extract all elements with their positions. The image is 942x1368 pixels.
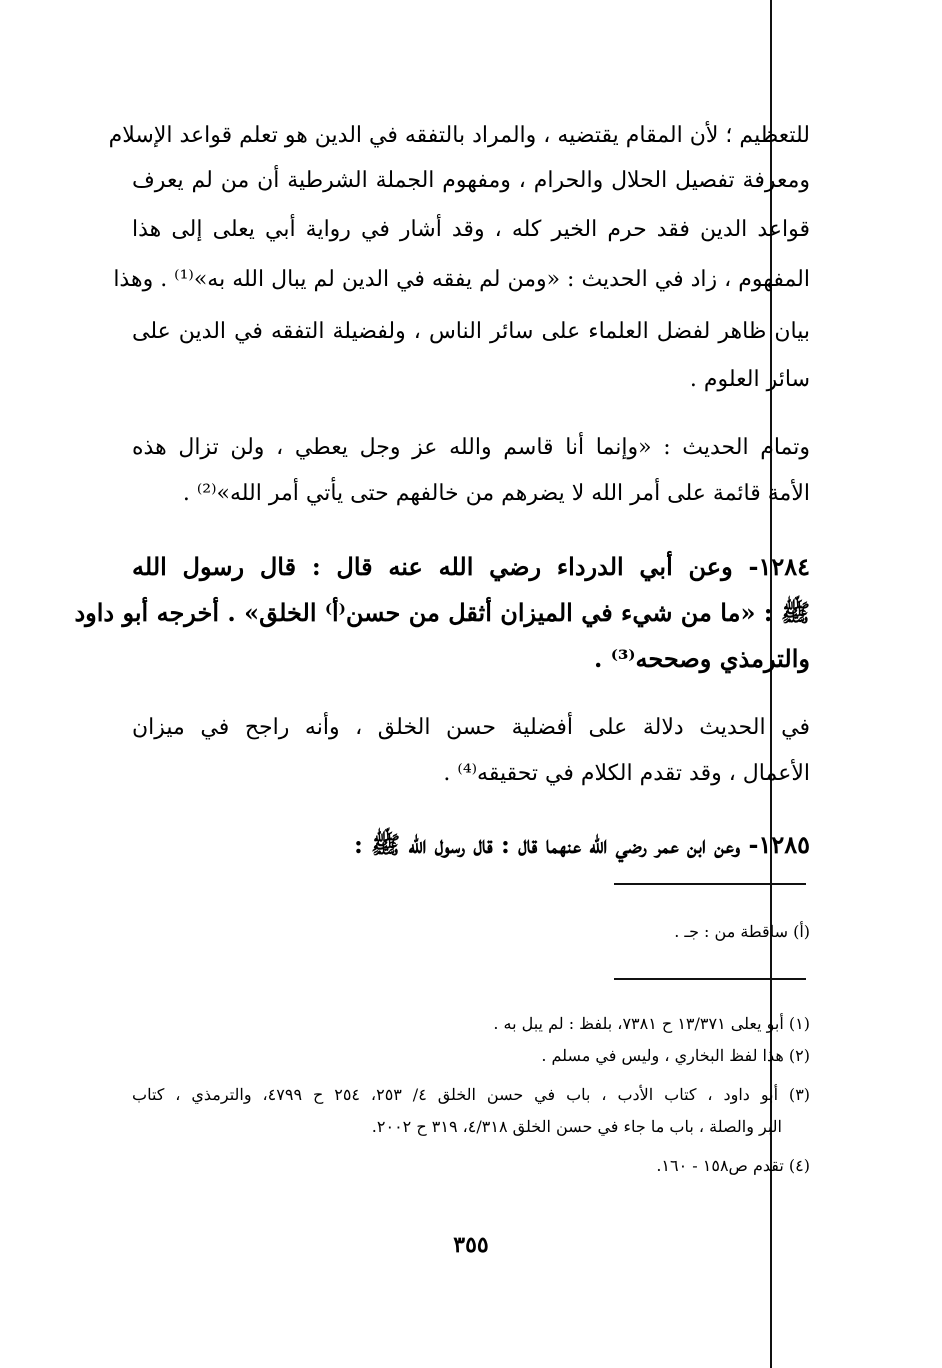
- text-line: في الحديث دلالة على أفضلية حسن الخلق ، وأنه راجح في ميزان: [132, 715, 810, 740]
- text-line: الأعمال ، وقد تقدم الكلام في تحقيقه⁽⁴⁾ .: [443, 761, 810, 786]
- text-line: الأمة قائمة على أمر الله لا يضرهم من خالفهم حتى يأتي أمر الله»⁽²⁾ .: [182, 481, 810, 506]
- text-line: وتمام الحديث : «وإنما أنا قاسم والله عز وجل يعطي ، ولن تزال هذه: [132, 435, 810, 460]
- hadith-heading: ١٢٨٥- وعن ابن عمر رضي الله عنهما قال : قال رسول الله ﷺ :: [353, 830, 810, 859]
- footnote-separator: [614, 883, 806, 885]
- hadith-line: والترمذي وصححه⁽³⁾ .: [594, 644, 810, 673]
- page-number: ٣٥٥: [453, 1232, 489, 1258]
- text-line: ومعرفة تفصيل الحلال والحرام ، ومفهوم الجملة الشرطية أن من لم يعرف: [132, 168, 810, 193]
- footnote: (٢) هذا لفظ البخاري ، وليس في مسلم .: [541, 1046, 810, 1065]
- hadith-heading: ١٢٨٤- وعن أبي الدرداء رضي الله عنه قال : قال رسول الله: [132, 552, 810, 581]
- text-line: بيان ظاهر لفضل العلماء على سائر الناس ، ولفضيلة التفقه في الدين على: [132, 319, 810, 344]
- text-line: المفهوم ، زاد في الحديث : «ومن لم يفقه في الدين لم يبال الله به»⁽¹⁾ . وهذا: [113, 267, 810, 292]
- text-line: للتعظيم ؛ لأن المقام يقتضيه ، والمراد بالتفقه في الدين هو تعلم قواعد الإسلام: [108, 123, 810, 148]
- footnote-continuation: البر والصلة ، باب ما جاء في حسن الخلق ٤/٣١٨، ٣١٩ ح ٢٠٠٢.: [371, 1117, 782, 1136]
- footnote: (١) أبو يعلى ١٣/٣٧١ ح ٧٣٨١، بلفظ : لم يبل به .: [493, 1014, 810, 1033]
- text-line: سائر العلوم .: [689, 367, 810, 392]
- footnote: (٣) أبو داود ، كتاب الأدب ، باب في حسن الخلق ٤/ ٢٥٣، ٢٥٤ ح ٤٧٩٩، والترمذي ، كتاب: [132, 1085, 811, 1104]
- variant-note: (أ) ساقطة من : جـ .: [674, 922, 810, 941]
- text-line: قواعد الدين فقد حرم الخير كله ، وقد أشار في رواية أبي يعلى إلى هذا: [132, 217, 810, 242]
- footnote: (٤) تقدم ص١٥٨ - ١٦٠.: [656, 1156, 810, 1175]
- footnote-separator: [614, 978, 806, 980]
- hadith-line: ﷺ : «ما من شيء في الميزان أثقل من حسن⁽أ⁾ الخلق» . أخرجه أبو داود: [74, 598, 810, 627]
